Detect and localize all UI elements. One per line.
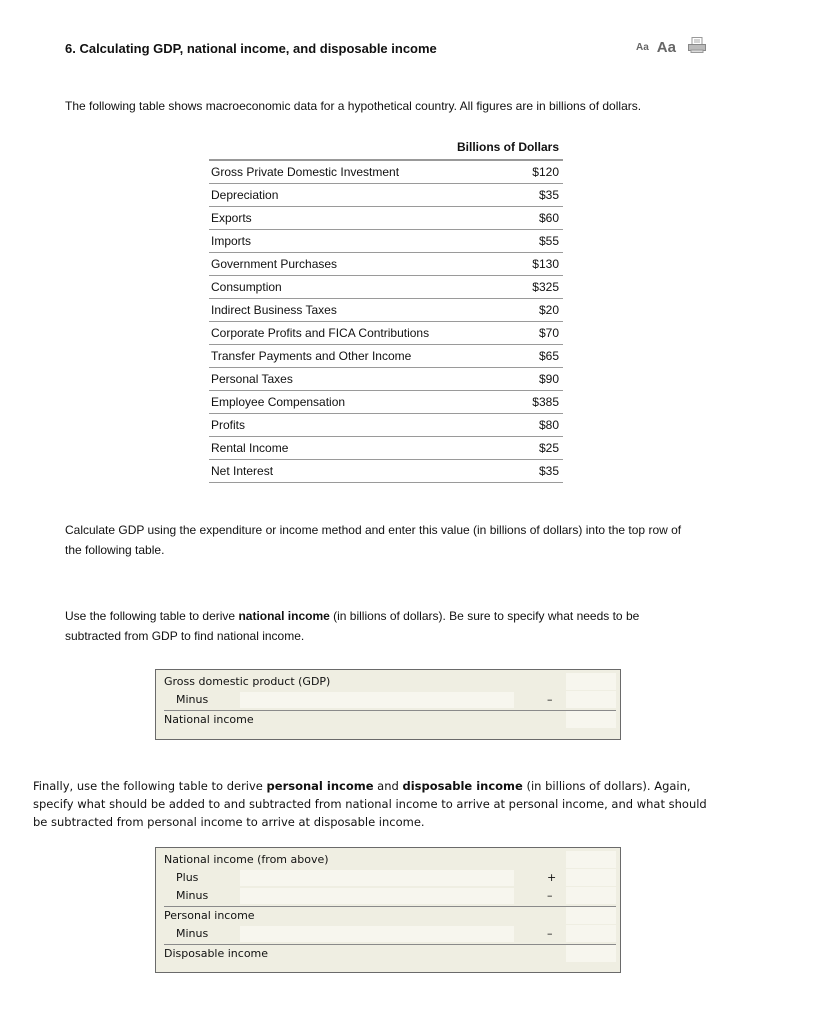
ni-from-above-row <box>164 851 616 869</box>
row-value: $385 <box>449 391 563 414</box>
di-minus-row <box>164 925 616 943</box>
row-label: Indirect Business Taxes <box>209 299 449 322</box>
increase-font-button[interactable]: Aa <box>656 39 676 56</box>
personal-income-row <box>164 907 616 925</box>
personal-income-value-input[interactable] <box>566 907 616 924</box>
table-row <box>209 460 563 483</box>
decrease-font-button[interactable]: Aa <box>636 42 649 53</box>
row-label: Employee Compensation <box>209 391 449 414</box>
di-minus-value-input[interactable] <box>566 925 616 942</box>
final-instructions <box>33 777 813 831</box>
question-title: 6. Calculating GDP, national income, and disposable income <box>65 41 437 56</box>
row-value: $80 <box>449 414 563 437</box>
plus-row <box>164 869 616 887</box>
table-row <box>209 322 563 345</box>
final-text-mid: and <box>373 779 403 793</box>
plus-item-input[interactable] <box>240 870 514 886</box>
ni-from-above-label: National income (from above) <box>164 853 329 866</box>
table-row <box>209 414 563 437</box>
disposable-income-table <box>155 847 621 973</box>
final-text-before: Finally, use the following table to derive <box>33 779 267 793</box>
row-label: Rental Income <box>209 437 449 460</box>
table-header-row <box>209 137 563 160</box>
table-row <box>209 345 563 368</box>
final-text-line3: be subtracted from personal income to arrive at disposable income. <box>33 815 425 829</box>
table-row <box>209 160 563 184</box>
national-income-label: National income <box>164 713 254 726</box>
table-row <box>209 391 563 414</box>
ni-text-line2: subtracted from GDP to find national income. <box>65 629 305 643</box>
row-value: $25 <box>449 437 563 460</box>
ni-text-after: (in billions of dollars). Be sure to specify what needs to be <box>329 609 640 623</box>
row-label: Net Interest <box>209 460 449 483</box>
personal-income-label: Personal income <box>164 909 255 922</box>
intro-text: The following table shows macroeconomic data for a hypothetical country. All figures are in billions of dollars. <box>65 99 642 113</box>
table-row <box>209 207 563 230</box>
table-row <box>209 368 563 391</box>
table-row <box>209 276 563 299</box>
row-value: $55 <box>449 230 563 253</box>
print-icon[interactable] <box>688 37 706 58</box>
row-value: $120 <box>449 160 563 184</box>
final-text-after: (in billions of dollars). Again, <box>522 779 691 793</box>
plus-sign: + <box>547 871 557 884</box>
row-label: Gross Private Domestic Investment <box>209 160 449 184</box>
pi-minus-value-input[interactable] <box>566 887 616 904</box>
ni-text-bold: national income <box>238 609 330 623</box>
gdp-row <box>164 673 616 691</box>
di-minus-item-input[interactable] <box>240 926 514 942</box>
row-label: Imports <box>209 230 449 253</box>
row-label: Profits <box>209 414 449 437</box>
disposable-income-value-input[interactable] <box>566 945 616 962</box>
row-value: $90 <box>449 368 563 391</box>
row-value: $35 <box>449 460 563 483</box>
row-label: Depreciation <box>209 184 449 207</box>
pi-minus-row <box>164 887 616 905</box>
final-text-bold1: personal income <box>266 779 374 793</box>
minus-sign: – <box>547 889 553 902</box>
toolbar <box>636 37 706 58</box>
gdp-value-input[interactable] <box>566 673 616 690</box>
row-value: $130 <box>449 253 563 276</box>
ni-minus-item-input[interactable] <box>240 692 514 708</box>
ni-minus-value-input[interactable] <box>566 691 616 708</box>
row-label: Consumption <box>209 276 449 299</box>
row-label: Government Purchases <box>209 253 449 276</box>
minus-sign: – <box>547 693 553 706</box>
national-income-value-input[interactable] <box>566 711 616 728</box>
ni-minus-row <box>164 691 616 709</box>
pi-minus-item-input[interactable] <box>240 888 514 904</box>
row-label: Corporate Profits and FICA Contributions <box>209 322 449 345</box>
row-value: $20 <box>449 299 563 322</box>
table-row <box>209 184 563 207</box>
row-value: $325 <box>449 276 563 299</box>
gdp-instructions-line2: the following table. <box>65 543 165 557</box>
disposable-income-label: Disposable income <box>164 947 269 960</box>
final-text-bold2: disposable income <box>402 779 523 793</box>
data-table <box>209 137 563 483</box>
row-label: Personal Taxes <box>209 368 449 391</box>
row-label: Transfer Payments and Other Income <box>209 345 449 368</box>
national-income-row <box>164 711 616 729</box>
row-value: $35 <box>449 184 563 207</box>
column-header: Billions of Dollars <box>449 137 563 160</box>
disposable-income-row <box>164 945 616 963</box>
row-label: Exports <box>209 207 449 230</box>
gdp-instructions-line1: Calculate GDP using the expenditure or income method and enter this value (in billions of dollars) into the top row of <box>65 523 682 537</box>
plus-value-input[interactable] <box>566 869 616 886</box>
plus-label: Plus <box>176 871 199 884</box>
table-row <box>209 437 563 460</box>
gdp-instructions <box>65 520 681 560</box>
table-row <box>209 230 563 253</box>
minus-label: Minus <box>176 693 209 706</box>
row-value: $70 <box>449 322 563 345</box>
ni-text-before: Use the following table to derive <box>65 609 239 623</box>
minus-label: Minus <box>176 927 209 940</box>
final-text-line2: specify what should be added to and subtracted from national income to arrive at personal income, and what should <box>33 797 707 811</box>
national-income-instructions <box>65 606 639 646</box>
table-row <box>209 253 563 276</box>
gdp-label: Gross domestic product (GDP) <box>164 675 331 688</box>
row-value: $65 <box>449 345 563 368</box>
row-value: $60 <box>449 207 563 230</box>
ni-from-above-value-input[interactable] <box>566 851 616 868</box>
minus-sign: – <box>547 927 553 940</box>
national-income-table <box>155 669 621 740</box>
table-row <box>209 299 563 322</box>
minus-label: Minus <box>176 889 209 902</box>
